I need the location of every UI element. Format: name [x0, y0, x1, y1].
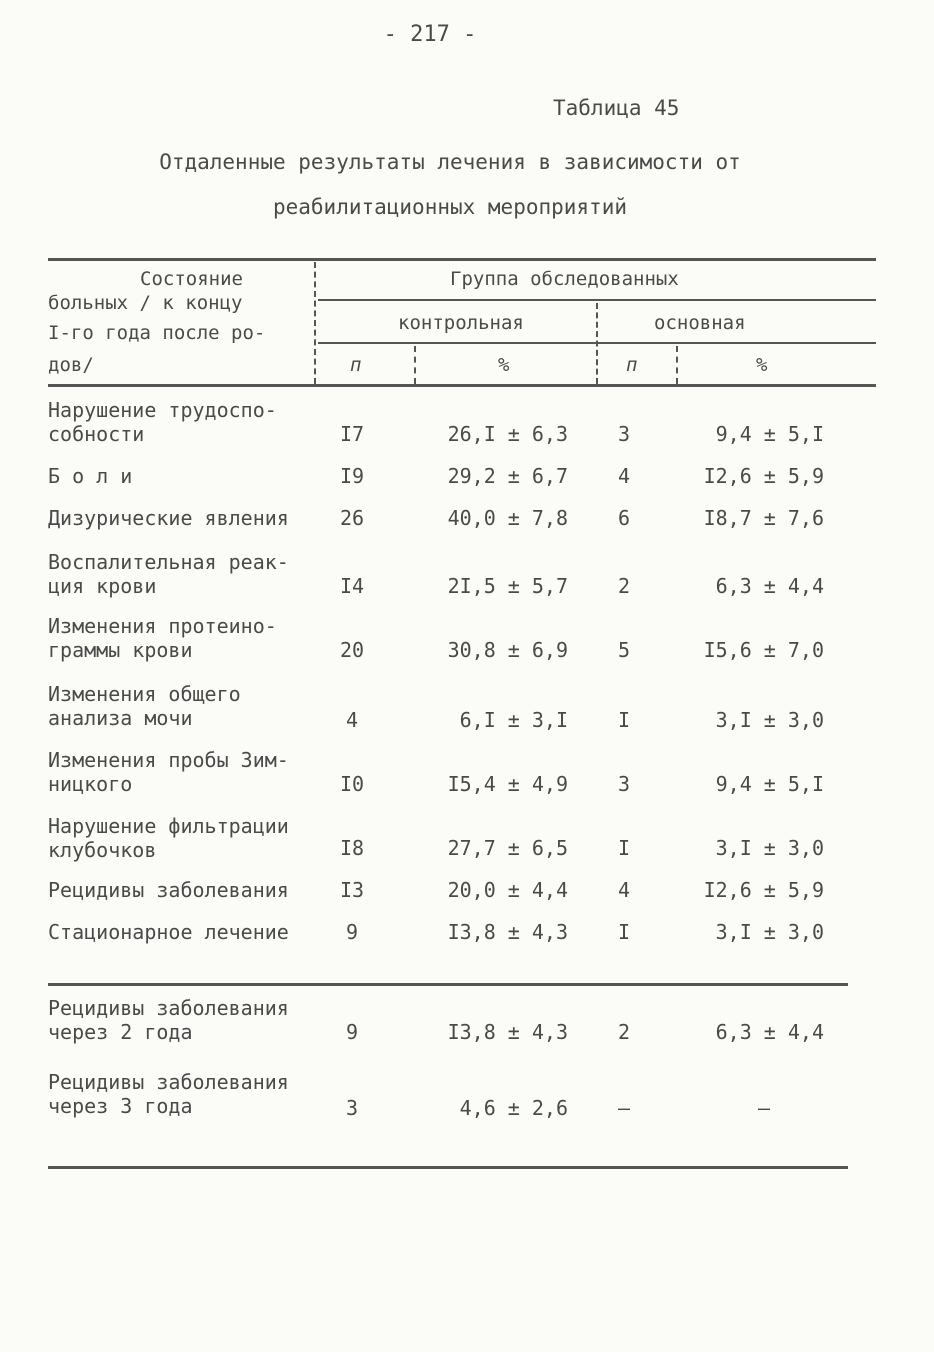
main-n: 3 [617, 422, 631, 446]
table-title-line-2: реабилитационных мероприятий [272, 195, 627, 219]
main-n: 6 [617, 506, 631, 530]
main-n: 3 [617, 772, 631, 796]
header-state-line-2: больных / к концу [48, 292, 243, 314]
control-percent: I5,4 ± 4,9 [447, 772, 568, 796]
control-percent: I3,8 ± 4,3 [447, 920, 568, 944]
row-label: Рецидивы заболевания через 2 года [48, 996, 289, 1044]
main-n: 4 [617, 464, 631, 488]
row-label: Нарушение фильтрации клубочков [48, 814, 289, 862]
main-n: I [617, 920, 631, 944]
header-vline-ctrl-n [414, 346, 416, 384]
main-percent: I2,6 ± 5,9 [703, 878, 824, 902]
row-label: Воспалительная реак- ция крови [48, 550, 289, 598]
table-bottom-rule [48, 1166, 848, 1169]
header-vline-groups [596, 303, 598, 384]
header-percent-main: % [756, 354, 768, 376]
row-label: Нарушение трудоспо- собности [48, 398, 277, 446]
control-percent: 29,2 ± 6,7 [447, 464, 568, 488]
control-n: I3 [339, 878, 365, 902]
main-percent: 3,I ± 3,0 [715, 836, 824, 860]
section-divider-rule [48, 983, 848, 986]
main-percent: 9,4 ± 5,I [715, 772, 824, 796]
main-percent: 9,4 ± 5,I [715, 422, 824, 446]
header-n-control: п [350, 354, 362, 376]
control-percent: 4,6 ± 2,6 [459, 1096, 568, 1120]
main-percent: 3,I ± 3,0 [715, 920, 824, 944]
group-rule [318, 299, 876, 301]
control-n: I8 [339, 836, 365, 860]
main-percent: 6,3 ± 4,4 [715, 574, 824, 598]
control-n: 9 [345, 1020, 359, 1044]
control-percent: 40,0 ± 7,8 [447, 506, 568, 530]
row-label: Рецидивы заболевания через 3 года [48, 1070, 289, 1118]
header-main: основная [654, 312, 746, 334]
control-percent: 26,I ± 6,3 [447, 422, 568, 446]
main-percent: 3,I ± 3,0 [715, 708, 824, 732]
main-percent: I2,6 ± 5,9 [703, 464, 824, 488]
control-n: 4 [345, 708, 359, 732]
row-label: Стационарное лечение [48, 920, 289, 944]
main-n: 4 [617, 878, 631, 902]
main-n: I [617, 836, 631, 860]
header-percent-control: % [498, 354, 510, 376]
control-n: I9 [339, 464, 365, 488]
row-label: Б о л и [48, 464, 133, 488]
row-label: Дизурические явления [48, 506, 289, 530]
table-top-rule [48, 258, 876, 261]
control-n: I0 [339, 772, 365, 796]
main-n: 2 [617, 1020, 631, 1044]
main-percent: I8,7 ± 7,6 [703, 506, 824, 530]
main-n: I [617, 708, 631, 732]
header-vline-main-n [676, 346, 678, 384]
control-n: I4 [339, 574, 365, 598]
control-percent: I3,8 ± 4,3 [447, 1020, 568, 1044]
row-label: Изменения пробы Зим- ницкого [48, 748, 289, 796]
table-label: Таблица 45 [553, 96, 680, 120]
control-percent: 30,8 ± 6,9 [447, 638, 568, 662]
row-label: Изменения общего анализа мочи [48, 682, 241, 730]
main-n: 2 [617, 574, 631, 598]
control-n: 20 [339, 638, 365, 662]
control-percent: 6,I ± 3,I [459, 708, 568, 732]
header-group: Группа обследованных [450, 268, 679, 290]
header-state-line-3: I-го года после ро- [48, 322, 266, 344]
control-n: 26 [339, 506, 365, 530]
main-n: 5 [617, 638, 631, 662]
header-state-line-4: дов/ [48, 354, 94, 376]
header-control: контрольная [398, 312, 524, 334]
header-state-line-1: Состояние [140, 268, 243, 290]
header-bottom-rule [48, 384, 876, 387]
header-vline-state [314, 262, 316, 384]
control-percent: 20,0 ± 4,4 [447, 878, 568, 902]
row-label: Изменения протеино- граммы крови [48, 614, 277, 662]
header-n-main: п [626, 354, 638, 376]
page-number: - 217 - [383, 22, 477, 47]
main-percent: – [757, 1096, 771, 1120]
control-percent: 27,7 ± 6,5 [447, 836, 568, 860]
row-label: Рецидивы заболевания [48, 878, 289, 902]
control-n: 9 [345, 920, 359, 944]
control-n: 3 [345, 1096, 359, 1120]
control-percent: 2I,5 ± 5,7 [447, 574, 568, 598]
table-title-line-1: Отдаленные результаты лечения в зависимости от [159, 150, 741, 174]
main-n: – [617, 1096, 631, 1120]
main-percent: 6,3 ± 4,4 [715, 1020, 824, 1044]
main-percent: I5,6 ± 7,0 [703, 638, 824, 662]
control-n: I7 [339, 422, 365, 446]
